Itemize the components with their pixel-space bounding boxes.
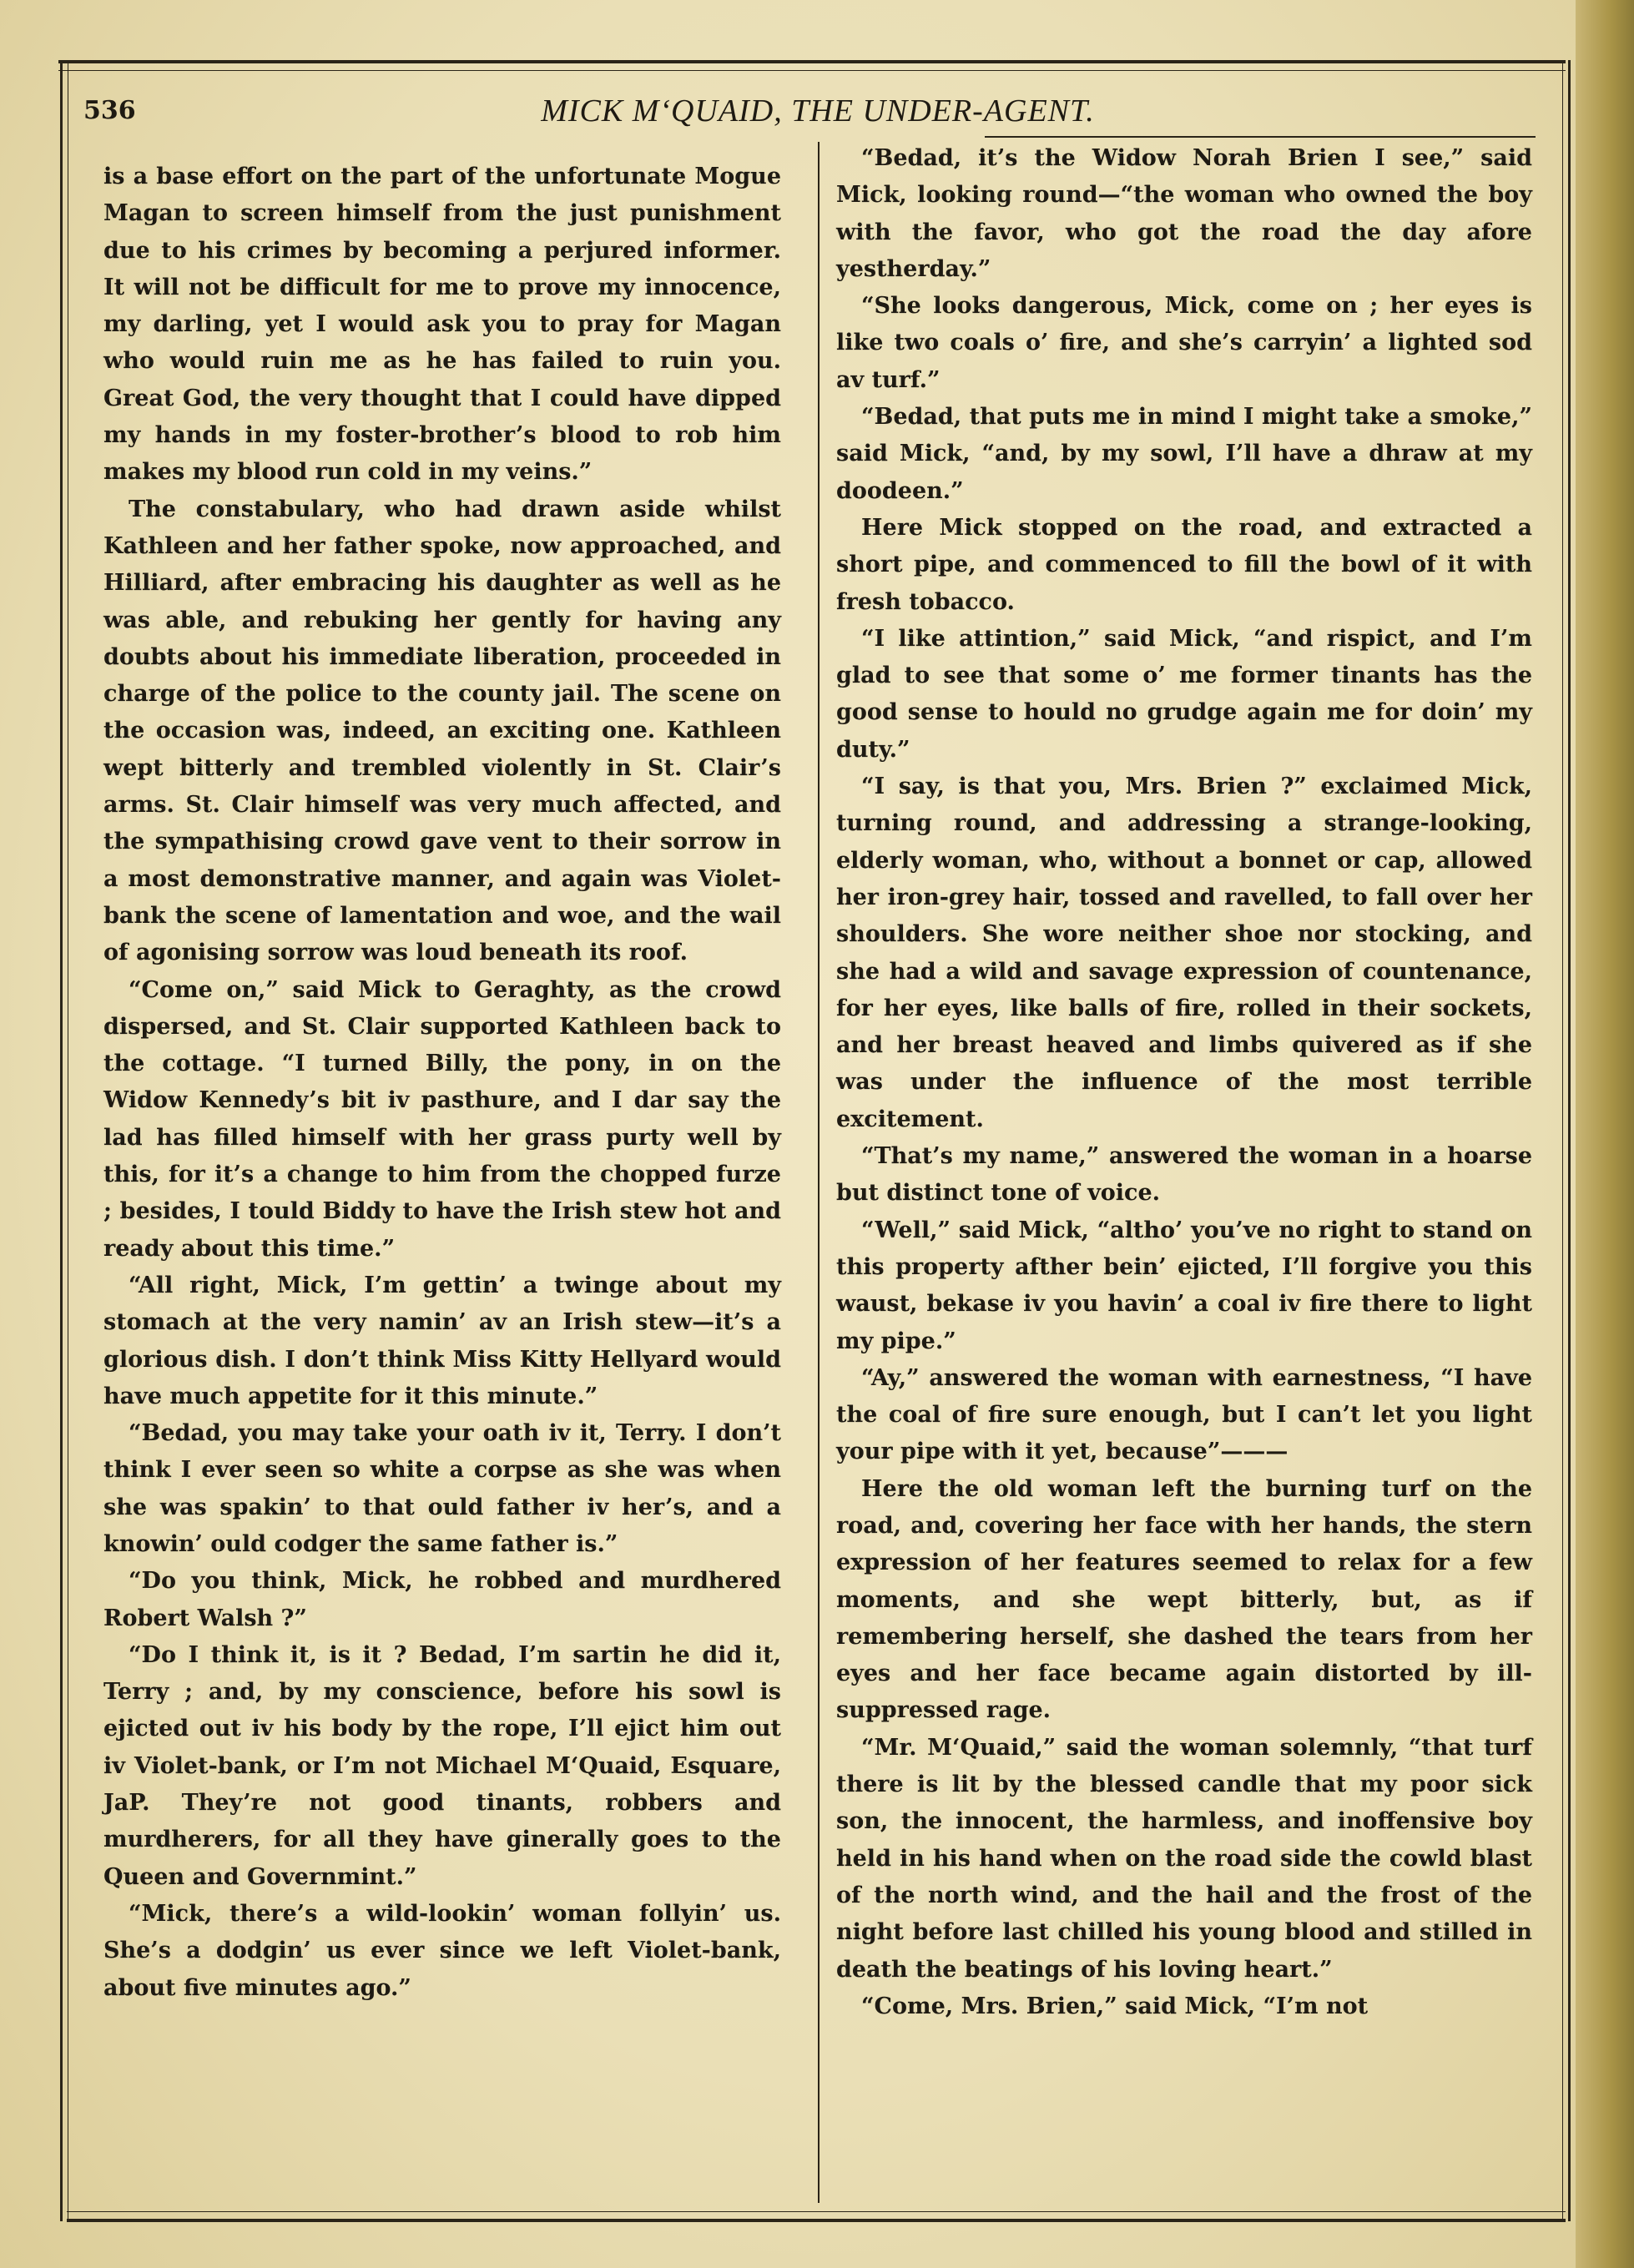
- paragraph: “She looks dangerous, Mick, come on ; her eyes is like two coals o’ fire, and she’s carryin’ a lighted sod av turf.”: [836, 293, 1532, 393]
- left-column: [103, 159, 781, 2007]
- page-number: 536: [83, 96, 136, 125]
- page-edge: [1576, 0, 1634, 2268]
- paragraph: “Come on,” said Mick to Geraghty, as the crowd dispersed, and St. Clair supported Kathleen back to the cottage. “I turned Billy, the pony, in on the Widow Kennedy’s bit iv pasthure, and I dar say the lad has filled himself with her grass purty well by this, for it’s a change to him from the chopped furze ; besides, I tould Biddy to have the Irish stew hot and ready about this time.”: [103, 976, 781, 1262]
- paragraph: “Mr. M‘Quaid,” said the woman solemnly, “that turf there is lit by the blessed candle that my poor sick son, the innocent, the harmless, and inoffensive boy held in his hand when on the road side the cowld blast of the north wind, and the hail and the frost of the night before last chilled his young blood and stilled in death the beatings of his loving heart.”: [836, 1734, 1532, 1983]
- running-title: MICK M‘QUAID, THE UNDER-AGENT.: [541, 93, 1095, 129]
- frame-top-rule: [58, 60, 1566, 71]
- paragraph: Here Mick stopped on the road, and extracted a short pipe, and commenced to fill the bowl of it with fresh tobacco.: [836, 514, 1532, 615]
- paragraph: “Do you think, Mick, he robbed and murdhered Robert Walsh ?”: [103, 1568, 781, 1631]
- paragraph: The constabulary, who had drawn aside whilst Kathleen and her father spoke, now approached, and Hilliard, after embracing his daughter as well as he was able, and rebuking her gently for having any doubts about his immediate liberation, proceeded in charge of the police to the county jail. The scene on the occasion was, indeed, an exciting one. Kathleen wept bitterly and trembled violently in St. Clair’s arms. St. Clair himself was very much affected, and the sympathising crowd gave vent to their sorrow in a most demonstrative manner, and again was Violet-bank the scene of lamentation and woe, and the wail of agonising sorrow was loud beneath its roof.: [103, 496, 781, 966]
- frame-bottom-rule: [67, 2211, 1566, 2222]
- paragraph: “Come, Mrs. Brien,” said Mick, “I’m not: [861, 1993, 1369, 2019]
- right-column: [836, 140, 1532, 2025]
- paragraph: “Bedad, it’s the Widow Norah Brien I see,” said Mick, looking round—“the woman who owned the boy with the favor, who got the road the day afore yestherday.”: [836, 145, 1532, 282]
- paragraph: “Do I think it, is it ? Bedad, I’m sartin he did it, Terry ; and, by my conscience, before his sowl is ejicted out iv his body by the rope, I’ll ejict him out iv Violet-bank, or I’m not Michael M‘Quaid, Esquare, JaP. They’re not good tinants, robbers and murdherers, for all they have ginerally goes to the Queen and Governmint.”: [103, 1641, 781, 1890]
- column-divider: [818, 142, 820, 2203]
- paragraph: “I say, is that you, Mrs. Brien ?” exclaimed Mick, turning round, and addressing a strange-looking, elderly woman, who, without a bonnet or cap, allowed her iron-grey hair, tossed and ravelled, to fall over her shoulders. She wore neither shoe nor stocking, and she had a wild and savage expression of countenance, for her eyes, like balls of fire, rolled in their sockets, and her breast heaved and limbs quivered as if she was under the influence of the most terrible excitement.: [836, 774, 1532, 1132]
- page-header: [83, 88, 1552, 138]
- paragraph: “Bedad, you may take your oath iv it, Terry. I don’t think I ever seen so white a corpse as she was when she was spakin’ to that ould father iv her’s, and a knowin’ ould codger the same father is.”: [103, 1420, 781, 1557]
- paragraph: “That’s my name,” answered the woman in a hoarse but distinct tone of voice.: [836, 1143, 1532, 1207]
- paragraph: “Mick, there’s a wild-lookin’ woman follyin’ us. She’s a dodgin’ us ever since we left Violet-bank, about five minutes ago.”: [103, 1900, 781, 2001]
- paragraph: “I like attintion,” said Mick, “and rispict, and I’m glad to see that some o’ me former tinants has the good sense to hould no grudge again me for doin’ my duty.”: [836, 625, 1532, 763]
- frame-left-rule: [60, 60, 68, 2221]
- paragraph: “Ay,” answered the woman with earnestness, “I have the coal of fire sure enough, but I can’t let you light your pipe with it yet, because”———: [836, 1364, 1532, 1465]
- paragraph: “Well,” said Mick, “altho’ you’ve no right to stand on this property afther bein’ ejicted, I’ll forgive you this waust, bekase iv you havin’ a coal iv fire there to light my pipe.”: [836, 1217, 1532, 1354]
- frame-right-rule: [1562, 60, 1571, 2221]
- paragraph: Here the old woman left the burning turf on the road, and, covering her face with her hands, the stern expression of her features seemed to relax for a few moments, and she wept bitterly, but, as if remembering herself, she dashed the tears from her eyes and her face became again distorted by ill-suppressed rage.: [836, 1475, 1532, 1724]
- paragraph: “Bedad, that puts me in mind I might take a smoke,” said Mick, “and, by my sowl, I’ll have a dhraw at my doodeen.”: [836, 404, 1532, 504]
- paragraph: is a base effort on the part of the unfortunate Mogue Magan to screen himself from the just punishment due to his crimes by becoming a perjured informer. It will not be difficult for me to prove my innocence, my darling, yet I would ask you to pray for Magan who would ruin me as he has failed to ruin you. Great God, the very thought that I could have dipped my hands in my foster-brother’s blood to rob him makes my blood run cold in my veins.”: [103, 164, 781, 486]
- header-rule: [985, 136, 1536, 138]
- paragraph: “All right, Mick, I’m gettin’ a twinge about my stomach at the very namin’ av an Irish stew—it’s a glorious dish. I don’t think Miss Kitty Hellyard would have much appetite for it this minute.”: [103, 1272, 781, 1409]
